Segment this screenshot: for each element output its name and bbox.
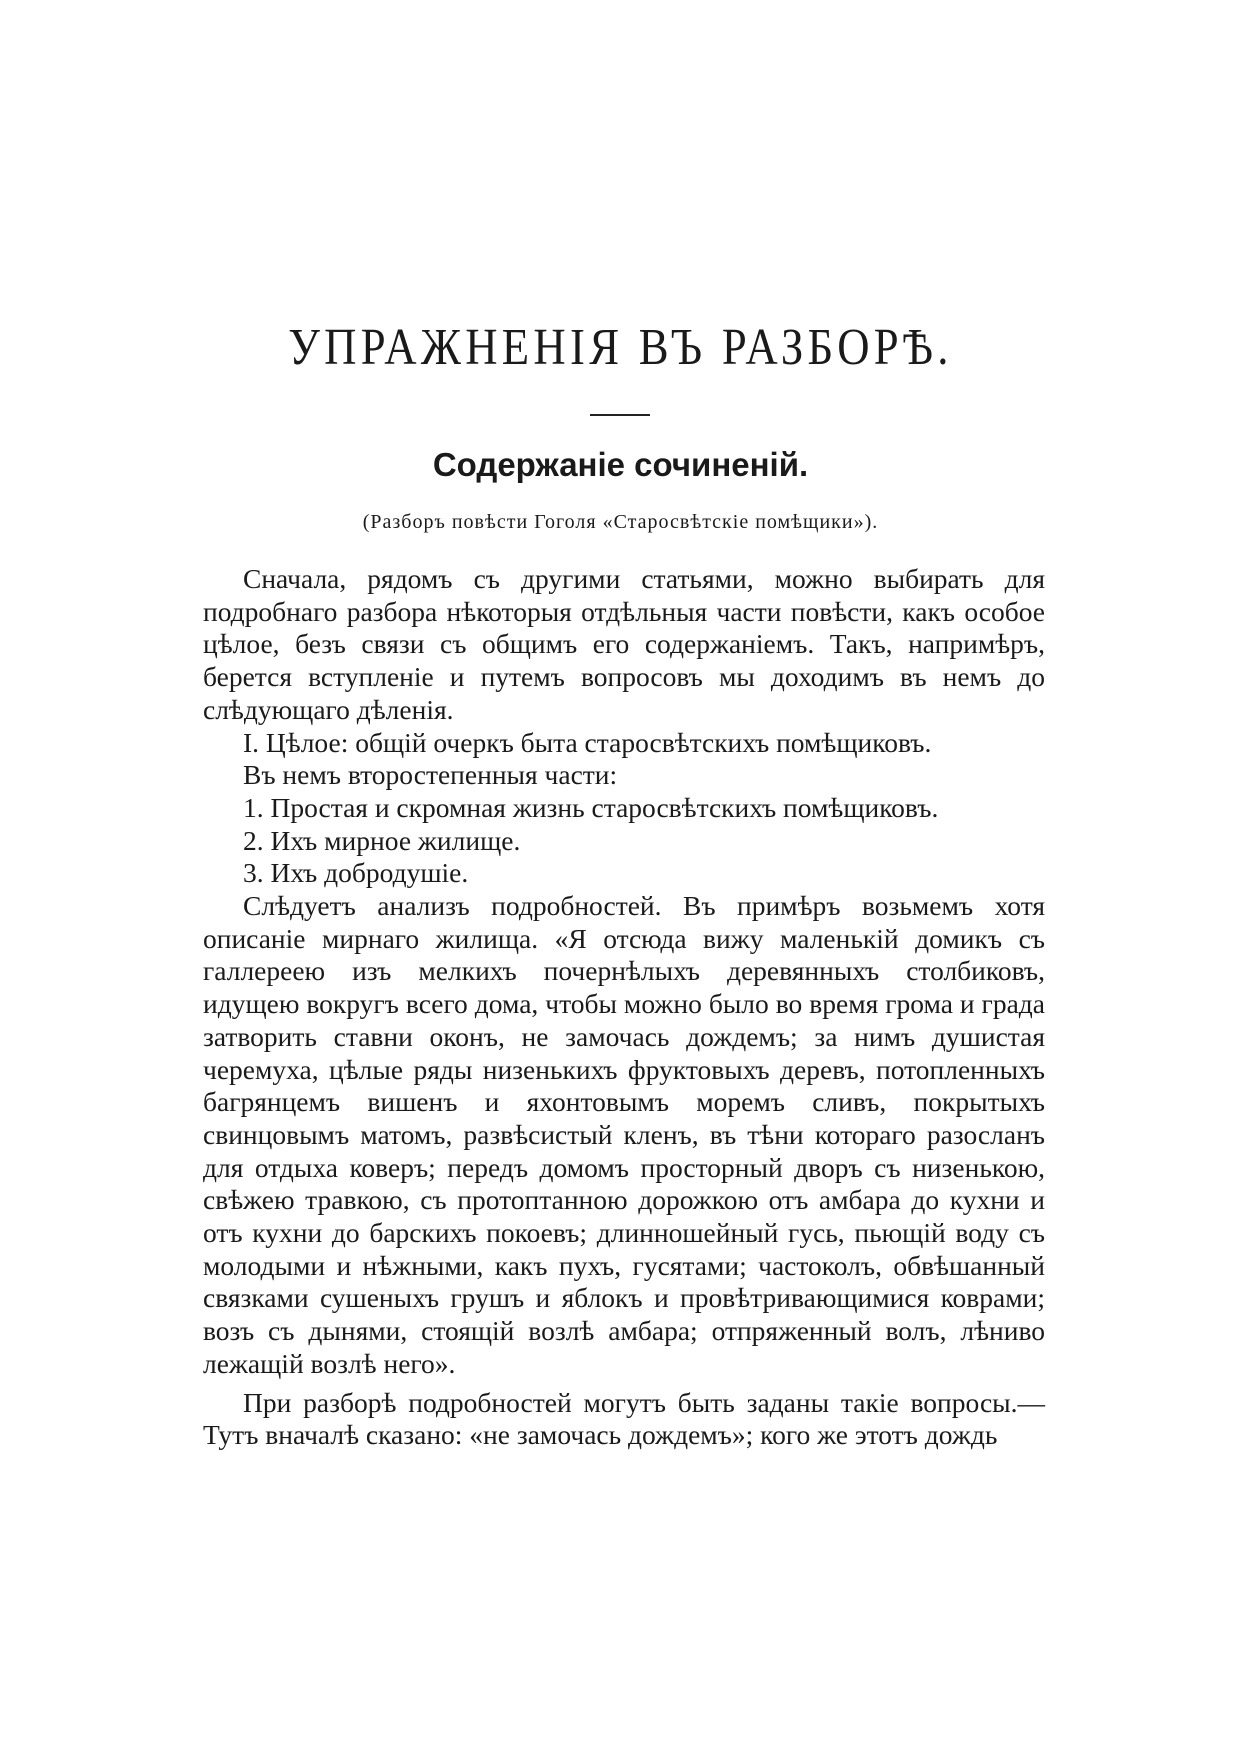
section-heading: Содержаніе сочиненій. xyxy=(432,446,809,483)
page-title: УПРАЖНЕНІЯ ВЪ РАЗБОРѢ. xyxy=(288,319,953,376)
paragraph-intro: Сначала, рядомъ съ другими статьями, можно выбирать для подробнаго разбора нѣкоторыя отдѣльныя части повѣсти, какъ особое цѣлое, безъ связи съ общимъ его содержаніемъ. Такъ, напримѣръ, берется вступленіе и путемъ вопросовъ мы доходимъ въ немъ до слѣдующаго дѣленія. xyxy=(203,563,1045,725)
paragraph-whole: I. Цѣлое: общій очеркъ быта старосвѣтскихъ помѣщиковъ. xyxy=(243,726,932,758)
list-item-2: 2. Ихъ мирное жилище. xyxy=(243,824,521,856)
paragraph-questions: При разборѣ подробностей могутъ быть заданы такіе вопросы.— Тутъ вначалѣ сказано: «не замочась дождемъ»; кого же этотъ дождь xyxy=(203,1386,1045,1451)
list-item-1: 1. Простая и скромная жизнь старосвѣтскихъ помѣщиковъ. xyxy=(243,791,939,823)
body-text xyxy=(203,563,1045,1452)
paragraph-analysis: Слѣдуетъ анализъ подробностей. Въ примѣръ возьмемъ хотя описаніе мирнаго жилища. «Я отсюда вижу маленькій домикъ съ галлереею изъ мелкихъ почернѣлыхъ деревянныхъ столбиковъ, идущею вокругъ всего дома, чтобы можно было во время грома и града затворить ставни оконъ, не замочась дождемъ; за нимъ душистая черемуха, цѣлые ряды низенькихъ фруктовыхъ деревъ, потопленныхъ багрянцемъ вишенъ и яхонтовымъ моремъ сливъ, покрытыхъ свинцовымъ матомъ, развѣсистый кленъ, въ тѣни котораго разосланъ для отдыха коверъ; передъ домомъ просторный дворъ съ низенькою, свѣжею травкою, съ протоптанною дорожкою отъ амбара до кухни и отъ кухни до барскихъ покоевъ; длинношейный гусь, пьющій воду съ молодыми и нѣжными, какъ пухъ, гусятами; частоколъ, обвѣшанный связками сушеныхъ грушъ и яблокъ и провѣтривающимися коврами; возъ съ дынями, стоящій возлѣ амбара; отпряженный волъ, лѣниво лежащій возлѣ него». xyxy=(203,890,1045,1379)
title-divider xyxy=(590,414,650,416)
list-item-3: 3. Ихъ добродушіе. xyxy=(243,857,469,889)
subheading: (Разборъ повѣсти Гоголя «Старосвѣтскіе помѣщики»). xyxy=(362,511,879,533)
paragraph-parts-heading: Въ немъ второстепенныя части: xyxy=(243,759,618,791)
